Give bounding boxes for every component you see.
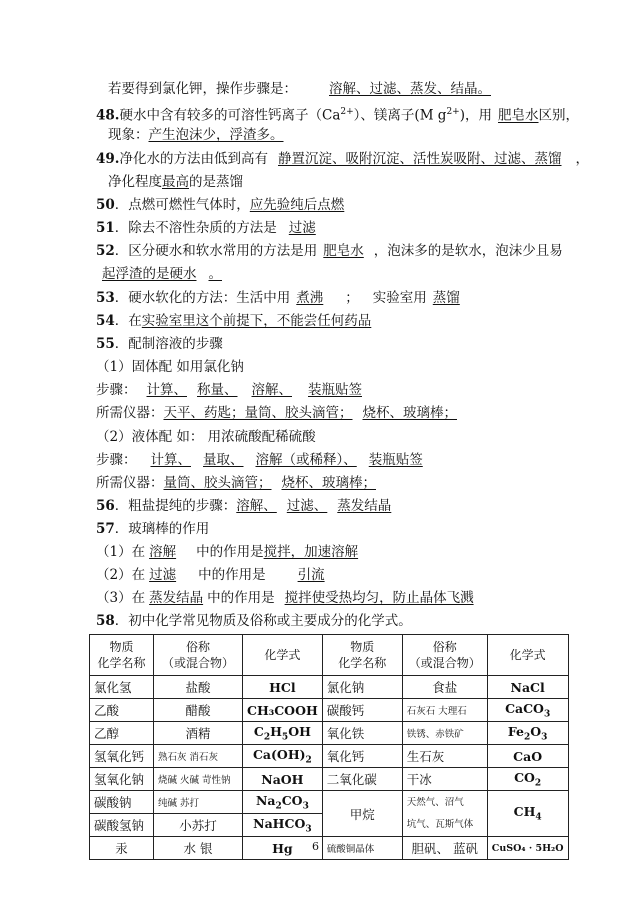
table-cell: 氢氧化钙 <box>90 745 154 768</box>
table-cell: $Ca(OH)_2$ <box>243 745 323 768</box>
table-cell: 小苏打 <box>154 814 243 837</box>
chemicals-table <box>89 634 569 860</box>
table-cell: 天然气、沼气 坑气、瓦斯气体 <box>402 791 487 837</box>
table-cell: 生石灰 <box>402 745 487 768</box>
table-cell: 硫酸铜晶体 <box>322 837 402 860</box>
table-cell: 氧化钙 <box>322 745 402 768</box>
table-cell: 甲烷 <box>322 791 402 837</box>
table-row <box>90 699 569 722</box>
table-cell: 氢氧化钠 <box>90 768 154 791</box>
table-cell: 醋酸 <box>154 699 243 722</box>
table-cell: $CH_4$ <box>487 791 568 837</box>
item-55: 55．配制溶液的步骤 <box>96 336 223 352</box>
table-cell: 烧碱 火碱 苛性钠 <box>154 768 243 791</box>
table-row <box>90 768 569 791</box>
item-55-solid-instruments: 所需仪器：天平、药匙；量筒、胶头滴管； 烧杯、玻璃棒； <box>96 405 457 421</box>
line-potassium-chloride: 若要得到氯化钾，操作步骤是： 溶解、过滤、蒸发、结晶。 <box>108 81 491 97</box>
item-55-solid-steps: 步骤： 计算、 称量、 溶解、 装瓶贴签 <box>96 382 362 398</box>
table-cell: 干冰 <box>402 768 487 791</box>
page-number: 6 <box>312 840 319 853</box>
item-48: 48.硬水中含有较多的可溶性钙离子$(Ca^{2+})$、镁离子(M $g^{2+}$)，用 肥皂水区别， <box>96 107 580 124</box>
item-54: 54．在实验室里这个前提下，不能尝任何药品 <box>96 313 372 329</box>
item-52: 52．区分硬水和软水常用的方法是用 肥皂水 ，泡沫多的是软水，泡沫少且易 <box>96 243 563 259</box>
table-cell: 乙醇 <box>90 722 154 745</box>
item-49: 49.净化水的方法由低到高有 静置沉淀、吸附沉淀、活性炭吸附、过滤、蒸馏 ， <box>96 151 589 167</box>
table-cell: 盐酸 <box>154 676 243 699</box>
table-cell: 碳酸钙 <box>322 699 402 722</box>
item-55-liquid: （2）液体配 如： 用浓硫酸配稀硫酸 <box>96 429 316 445</box>
table-header-row <box>90 635 569 676</box>
item-57-dissolve: （1）在 溶解 中的作用是搅拌，加速溶解 <box>96 544 359 560</box>
item-53: 53．硬水软化的方法：生活中用 煮沸 ； 实验室用 蒸馏 <box>96 290 460 306</box>
table-cell: $CO_2$ <box>487 768 568 791</box>
table-cell: CaCO$_3$ <box>487 699 568 722</box>
table-cell: $C_2H_5OH$ <box>243 722 323 745</box>
item-55-liquid-steps: 步骤： 计算、 量取、 溶解（或稀释）、 装瓶贴签 <box>96 452 423 468</box>
table-cell: 氧化铁 <box>322 722 402 745</box>
item-55-solid: （1）固体配 如用氯化钠 <box>96 359 244 375</box>
item-48-phenomenon: 现象：产生泡沫少，浮渣多。 <box>108 127 284 143</box>
item-50: 50．点燃可燃性气体时，应先验纯后点燃 <box>96 197 345 213</box>
header-cell: 化学式 <box>243 635 323 676</box>
item-49-purification: 净化程度最高的是蒸馏 <box>108 174 243 190</box>
table-cell: CuSO₄ · 5H₂O <box>487 837 568 860</box>
table-cell: 食盐 <box>402 676 487 699</box>
table-cell: 石灰石 大理石 <box>402 699 487 722</box>
header-cell: 俗称 （或混合物） <box>402 635 487 676</box>
table-row <box>90 745 569 768</box>
table-cell: 乙酸 <box>90 699 154 722</box>
table-cell: 铁锈、赤铁矿 <box>402 722 487 745</box>
item-57: 57．玻璃棒的作用 <box>96 521 210 537</box>
item-58: 58．初中化学常见物质及俗称或主要成分的化学式。 <box>96 613 412 629</box>
header-cell: 物质 化学名称 <box>90 635 154 676</box>
item-51: 51．除去不溶性杂质的方法是 过滤 <box>96 220 316 236</box>
table-cell: HCl <box>243 676 323 699</box>
table-row <box>90 722 569 745</box>
header-cell: 物质 化学名称 <box>322 635 402 676</box>
table-cell: NaCl <box>487 676 568 699</box>
table-cell: NaOH <box>243 768 323 791</box>
table-cell: 二氧化碳 <box>322 768 402 791</box>
item-57-filter: （2）在 过滤 中的作用是 引流 <box>96 567 325 583</box>
table-cell: 胆矾、 蓝矾 <box>402 837 487 860</box>
table-cell: $Na_2CO_3$ <box>243 791 323 814</box>
item-56: 56．粗盐提纯的步骤：溶解、 过滤、 蒸发结晶 <box>96 498 392 514</box>
table-cell: 熟石灰 消石灰 <box>154 745 243 768</box>
table-cell: 氯化氢 <box>90 676 154 699</box>
table-row <box>90 676 569 699</box>
table-cell: Hg <box>243 837 323 860</box>
table-cell: CH₃COOH <box>243 699 323 722</box>
table-row <box>90 791 569 814</box>
table-row <box>90 837 569 860</box>
table-cell: 纯碱 苏打 <box>154 791 243 814</box>
header-cell: 俗称 （或混合物） <box>154 635 243 676</box>
item-52-continued: 起浮渣的是硬水 。 <box>102 266 222 282</box>
table-cell: 汞 <box>90 837 154 860</box>
table-cell: 碳酸氢钠 <box>90 814 154 837</box>
table-cell: 碳酸钠 <box>90 791 154 814</box>
table-cell: $Fe_2O_3$ <box>487 722 568 745</box>
table-cell: 酒精 <box>154 722 243 745</box>
table-cell: 氯化钠 <box>322 676 402 699</box>
table-cell: CaO <box>487 745 568 768</box>
item-55-liquid-instruments: 所需仪器：量筒、胶头滴管； 烧杯、玻璃棒； <box>96 475 376 491</box>
table-cell: 水 银 <box>154 837 243 860</box>
item-57-evaporate: （3）在 蒸发结晶 中的作用是 搅拌使受热均匀，防止晶体飞溅 <box>96 590 474 606</box>
header-cell: 化学式 <box>487 635 568 676</box>
table-cell: NaHCO$_3$ <box>243 814 323 837</box>
